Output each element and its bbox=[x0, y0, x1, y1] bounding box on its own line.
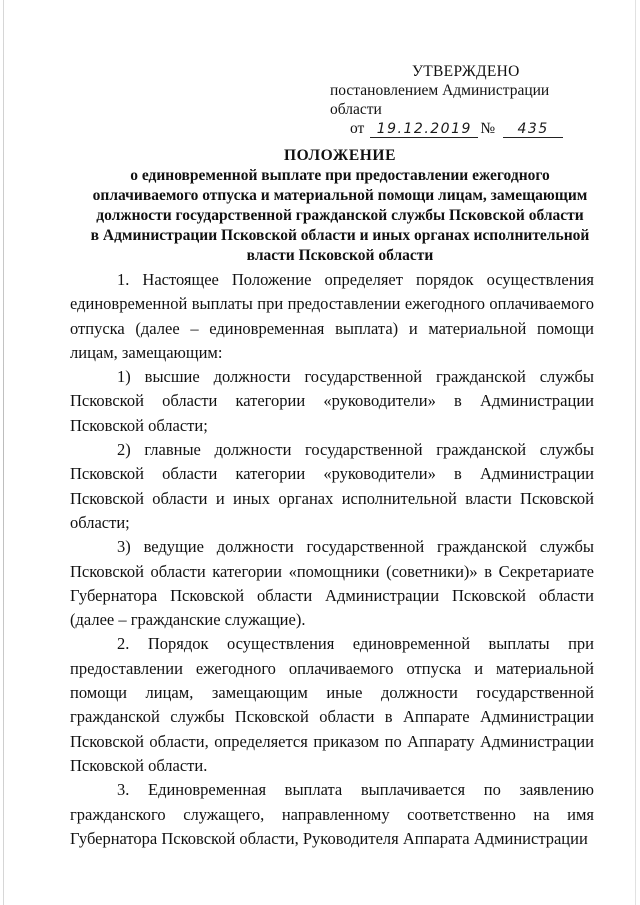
heading-line: власти Псковской области bbox=[246, 247, 434, 264]
heading-line: о единовременной выплате при предоставлении ежегодного bbox=[130, 167, 550, 184]
paragraph: 1) высшие должности государственной гражданской службы Псковской области категории «руководители» в Администрации Псковской области; bbox=[70, 367, 594, 435]
document-title: ПОЛОЖЕНИЕ bbox=[283, 147, 397, 164]
approval-title: УТВЕРЖДЕНО bbox=[412, 63, 520, 80]
heading-line: в Администрации Псковской области и иных органах исполнительной bbox=[90, 227, 590, 244]
approval-date: 19.12.2019 bbox=[370, 121, 478, 138]
scan-edge-right bbox=[635, 0, 636, 905]
heading-line: должности государственной гражданской службы Псковской области bbox=[96, 207, 584, 224]
document-body bbox=[70, 268, 594, 851]
approval-authority: постановлением Администрации области bbox=[330, 82, 550, 118]
paragraph: 3) ведущие должности государственной гражданской службы Псковской области категории «помощники (советники)» в Секретариате Губернатора Псковской области Администрации Псковской области (далее – гражданские служащие). bbox=[70, 537, 594, 630]
paragraph: 3. Единовременная выплата выплачивается по заявлению гражданского служащего, направленному соответственно на имя Губернатора Псковской области, Руководителя Аппарата Администрации bbox=[70, 780, 594, 848]
paragraph: 2) главные должности государственной гражданской службы Псковской области категории «руководители» в Администрации Псковской области и иных органах исполнительной власти Псковской области; bbox=[70, 440, 594, 532]
document-heading bbox=[70, 146, 610, 266]
approval-date-prefix: от bbox=[350, 120, 365, 137]
paragraph: 1. Настоящее Положение определяет порядок осуществления единовременной выплаты при предоставлении ежегодного оплачиваемого отпуска (далее – единовременная выплата) и материальной помощи лицам, замещающим: bbox=[70, 270, 594, 362]
paragraph: 2. Порядок осуществления единовременной выплаты при предоставлении ежегодного оплачиваемого отпуска и материальной помощи лицам, замещающим иные должности государственной гражданской службы Псковской области в Аппарате Администрации Псковской области, определяется приказом по Аппарату Администрации Псковской области. bbox=[70, 634, 594, 775]
scan-edge-left bbox=[3, 0, 4, 905]
approval-date-line bbox=[350, 119, 600, 138]
approval-number: 435 bbox=[503, 121, 563, 138]
heading-line: оплачиваемого отпуска и материальной помощи лицам, замещающим bbox=[92, 187, 588, 204]
approval-number-label: № bbox=[480, 120, 496, 137]
approval-stamp-block bbox=[330, 62, 600, 138]
